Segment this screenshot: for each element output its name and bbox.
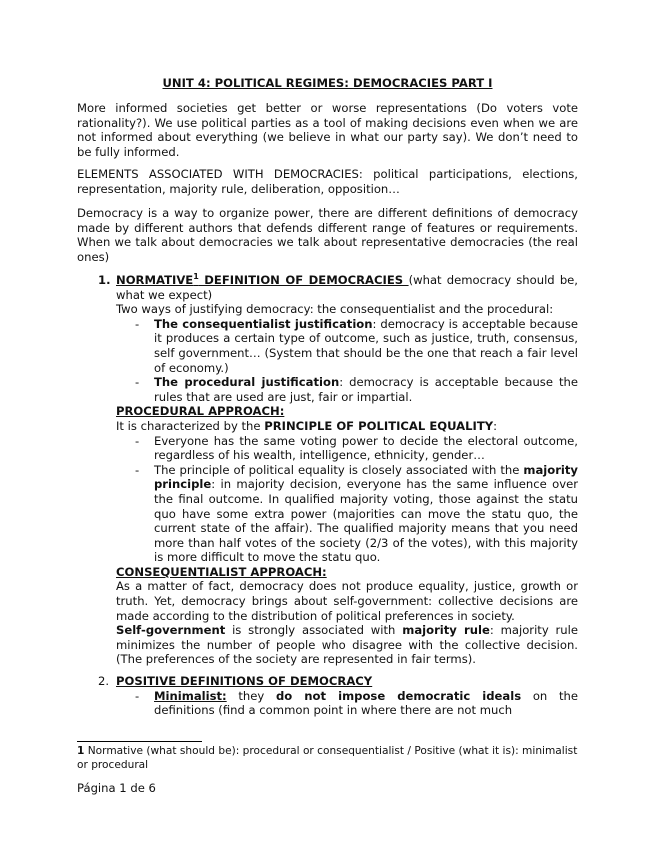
term: Minimalist: bbox=[154, 688, 227, 703]
intro-paragraph-3: Democracy is a way to organize power, there are different definitions of democracy made by different authors that defends different range of features or requirements. When we talk about democracies we talk about representative democracies (the real ones) bbox=[77, 206, 578, 264]
section-heading: NORMATIVE$^1$ DEFINITION OF DEMOCRACIES bbox=[116, 272, 409, 287]
list-item: - The procedural justification: democracy is acceptable because the rules that are used are just, fair or impartial. bbox=[135, 375, 578, 404]
subheading-procedural: PROCEDURAL APPROACH: bbox=[116, 404, 285, 419]
footnote bbox=[77, 744, 578, 772]
list-item: - Minimalist: they do not impose democratic ideals on the definitions (find a common point in where there are not much bbox=[135, 688, 578, 718]
bullet-dash: - bbox=[135, 462, 140, 477]
intro-paragraph-2: ELEMENTS ASSOCIATED WITH DEMOCRACIES: political participations, elections, representation, majority rule, deliberation, opposition… bbox=[77, 167, 578, 196]
section-heading-note: (what democracy should be, what we expect) bbox=[116, 273, 578, 302]
list-item: - The principle of political equality is closely associated with the majority principle: in majority decision, everyone has the same influence over the final outcome. In qualified majority voting, those against the statu quo have some extra power (majorities can move the statu quo, the current state of the affair). The qualified majority means that you need more than half votes of the society (2/3 of the votes), with this majority is more difficult to move the statu quo. bbox=[135, 462, 578, 565]
list-item: - Everyone has the same voting power to decide the electoral outcome, regardless of his wealth, intelligence, ethnicity, gender… bbox=[135, 433, 578, 463]
section-heading: POSITIVE DEFINITIONS OF DEMOCRACY bbox=[116, 674, 373, 688]
bullet-dash: - bbox=[135, 375, 140, 390]
subheading-consequentialist: CONSEQUENTIALIST APPROACH: bbox=[116, 564, 327, 579]
section-positive bbox=[98, 674, 578, 718]
section-heading-line bbox=[116, 273, 578, 302]
footnote-text: Normative (what should be): procedural or consequentialist / Positive (what it is): minimalist or procedural bbox=[77, 745, 578, 771]
section-normative bbox=[98, 273, 578, 667]
document-title: UNIT 4: POLITICAL REGIMES: DEMOCRACIES PART I bbox=[162, 76, 493, 90]
justification-intro: Two ways of justifying democracy: the consequentialist and the procedural: bbox=[116, 302, 554, 317]
footnote-mark: 1 bbox=[77, 745, 85, 757]
section-number: 1. bbox=[98, 273, 111, 287]
footnote-ref[interactable]: 1 bbox=[193, 272, 199, 282]
footnote-divider bbox=[77, 741, 202, 742]
intro-paragraph-1: More informed societies get better or worse representations (Do voters vote rationality?). We use political parties as a tool of making decisions even when we are not informed about everything (we believe in what our party say). We don’t need to be fully informed. bbox=[77, 101, 578, 159]
list-item: - The consequentialist justification: democracy is acceptable because it produces a certain type of outcome, such as justice, truth, consensus, self government… (System that should be the one that reach a fair level of economy.) bbox=[135, 316, 578, 375]
page-number: Página 1 de 6 bbox=[77, 781, 156, 795]
bullet-dash: - bbox=[135, 688, 140, 703]
consequentialist-paragraph: As a matter of fact, democracy does not produce equality, justice, growth or truth. Yet, democracy brings about self-government: collective decisions are made according to the distribution of political preferences in society. bbox=[116, 579, 578, 623]
bullet-dash: - bbox=[135, 433, 140, 448]
bullet-dash: - bbox=[135, 316, 140, 331]
procedural-intro: It is characterized by the PRINCIPLE OF POLITICAL EQUALITY: bbox=[116, 418, 498, 433]
term: The procedural justification bbox=[154, 375, 340, 390]
term: The consequentialist justification bbox=[154, 316, 373, 331]
self-government-paragraph: Self-government is strongly associated with majority rule: majority rule minimizes the number of people who disagree with the collective decision. (The preferences of the society are represented in fair terms). bbox=[116, 623, 578, 667]
section-number: 2. bbox=[98, 674, 110, 688]
